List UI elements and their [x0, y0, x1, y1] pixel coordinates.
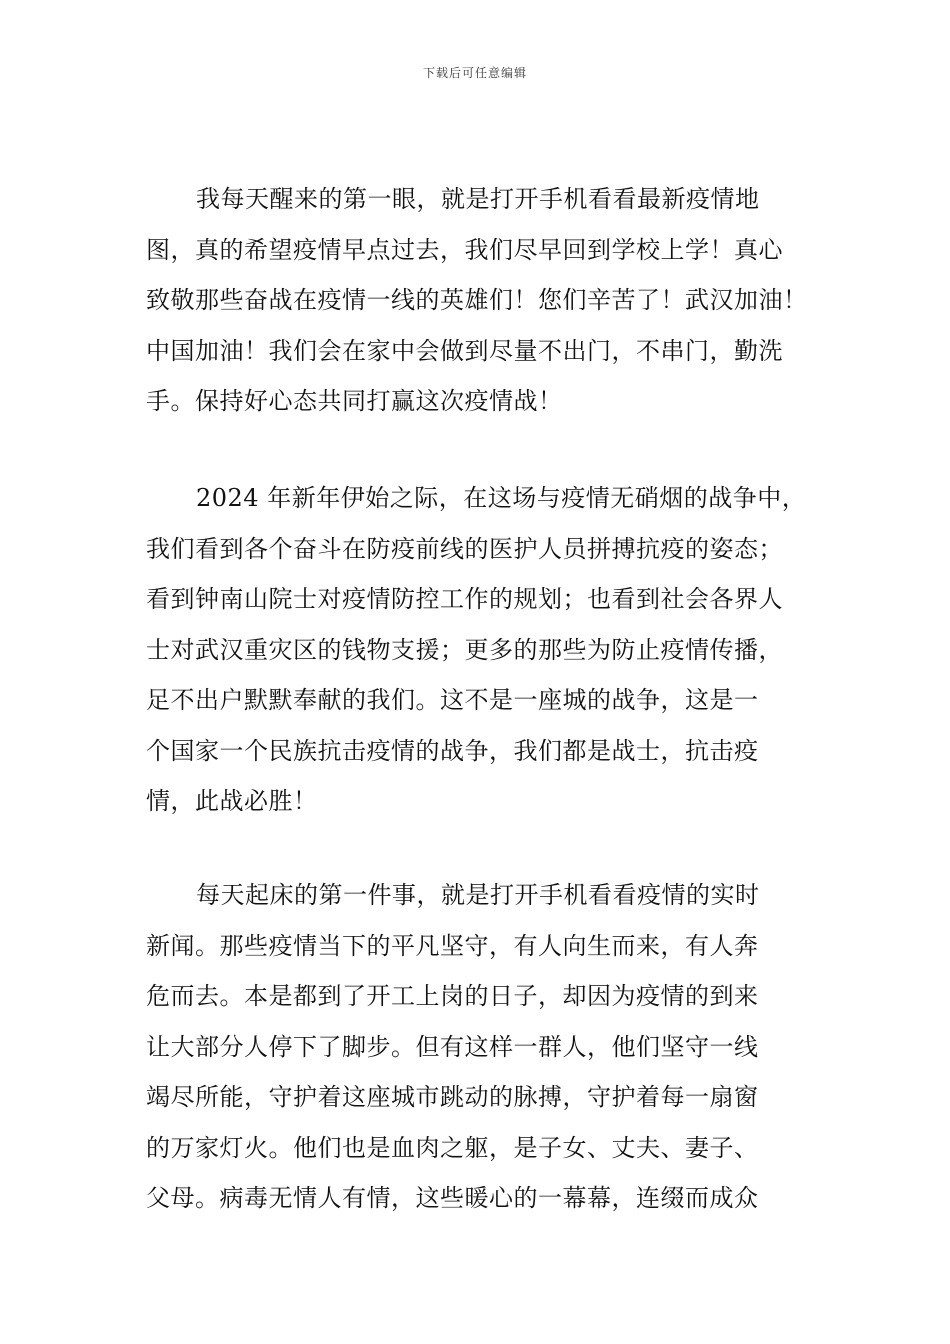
text-line: 危而去。本是都到了开工上岗的日子，却因为疫情的到来	[146, 982, 759, 1010]
page-header: 下载后可任意编辑	[422, 66, 527, 80]
text-line: 图，真的希望疫情早点过去，我们尽早回到学校上学！真心	[146, 235, 783, 264]
text-line: 致敬那些奋战在疫情一线的英雄们！您们辛苦了！武汉加油！	[146, 286, 808, 314]
text-line: 中国加油！我们会在家中会做到尽量不出门，不串门，勤洗	[146, 336, 783, 365]
text-line: 我们看到各个奋斗在防疫前线的医护人员拼搏抗疫的姿态；	[146, 534, 783, 563]
text-line: 士对武汉重灾区的钱物支援；更多的那些为防止疫情传播，	[146, 635, 783, 664]
paragraph-1	[146, 174, 814, 427]
text-line: 个国家一个民族抗击疫情的战争，我们都是战士，抗击疫	[146, 736, 759, 765]
text-line: 情，此战必胜！	[146, 787, 318, 815]
text-line: 2024 年新年伊始之际，在这场与疫情无硝烟的战争中，	[196, 484, 807, 512]
text-line: 我每天醒来的第一眼，就是打开手机看看最新疫情地	[196, 185, 760, 213]
paragraph-3	[146, 870, 814, 1224]
text-line: 父母。病毒无情人有情，这些暖心的一幕幕，连缀而成众	[146, 1184, 759, 1212]
paragraph-2	[146, 473, 814, 827]
text-line: 新闻。那些疫情当下的平凡坚守，有人向生而来，有人奔	[146, 931, 759, 960]
text-line: 的万家灯火。他们也是血肉之躯，是子女、丈夫、妻子、	[146, 1133, 759, 1162]
text-line: 手。保持好心态共同打赢这次疫情战！	[146, 387, 563, 415]
text-line: 竭尽所能，守护着这座城市跳动的脉搏，守护着每一扇窗	[146, 1083, 759, 1111]
text-line: 每天起床的第一件事，就是打开手机看看疫情的实时	[196, 881, 760, 909]
text-line: 足不出户默默奉献的我们。这不是一座城的战争，这是一	[146, 686, 759, 714]
text-line: 让大部分人停下了脚步。但有这样一群人，他们坚守一线	[146, 1032, 759, 1061]
text-line: 看到钟南山院士对疫情防控工作的规划；也看到社会各界人	[146, 585, 783, 613]
